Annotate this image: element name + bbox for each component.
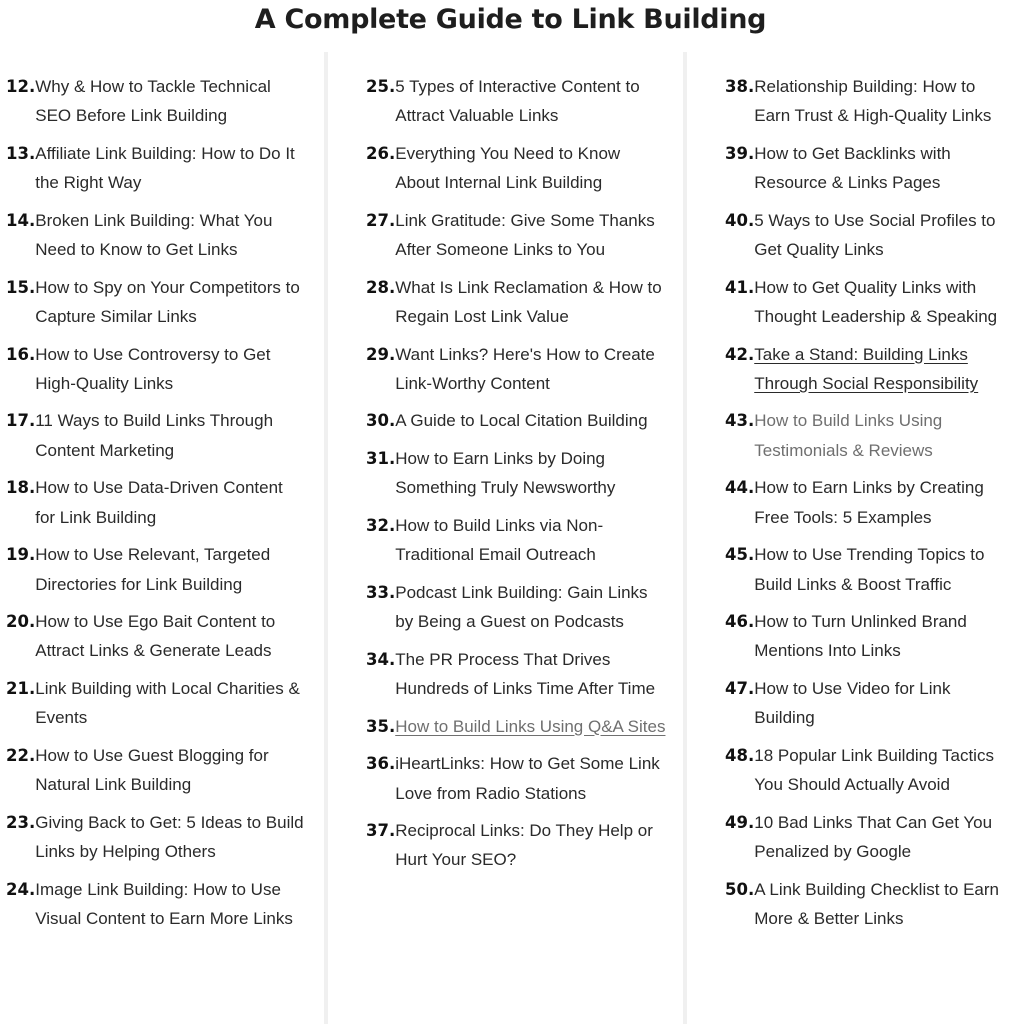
chapter-item[interactable] bbox=[6, 139, 306, 198]
chapter-title-link[interactable]: Link Gratitude: Give Some Thanks After Someone Links to You bbox=[395, 210, 655, 260]
chapter-title-link[interactable]: How to Use Video for Link Building bbox=[754, 679, 951, 728]
chapter-item[interactable] bbox=[366, 139, 666, 198]
chapter-title-link[interactable]: How to Get Quality Links with Thought Leadership & Speaking bbox=[754, 277, 998, 326]
chapter-number: 31. bbox=[366, 449, 396, 469]
chapter-number: 37. bbox=[366, 821, 396, 841]
chapter-number: 40. bbox=[725, 210, 755, 230]
chapter-column-3 bbox=[725, 72, 1015, 1024]
chapter-number: 50. bbox=[725, 879, 755, 899]
column-divider bbox=[324, 52, 328, 1024]
chapter-title-link[interactable]: 11 Ways to Build Links Through Content Marketing bbox=[35, 411, 274, 460]
chapter-number: 34. bbox=[366, 649, 396, 669]
chapter-title-link[interactable]: A Link Building Checklist to Earn More & Better Links bbox=[754, 879, 999, 928]
chapter-item[interactable] bbox=[366, 712, 666, 741]
chapter-number: 44. bbox=[725, 478, 755, 498]
chapter-title-link[interactable]: How to Build Links Using Testimonials & Reviews bbox=[754, 411, 943, 460]
chapter-number: 33. bbox=[366, 582, 396, 602]
chapter-item[interactable] bbox=[725, 139, 1015, 198]
chapter-item[interactable] bbox=[366, 206, 666, 265]
chapter-title-link[interactable]: How to Spy on Your Competitors to Capture Similar Links bbox=[35, 277, 300, 326]
chapter-title-link[interactable]: Why & How to Tackle Technical SEO Before Link Building bbox=[35, 77, 271, 126]
chapter-item[interactable] bbox=[6, 875, 306, 934]
chapter-number: 15. bbox=[6, 277, 36, 297]
chapter-title-link[interactable]: 18 Popular Link Building Tactics You Should Actually Avoid bbox=[754, 745, 994, 795]
column-divider bbox=[683, 52, 687, 1024]
chapter-title-link[interactable]: Link Building with Local Charities & Events bbox=[35, 679, 300, 728]
chapter-number: 13. bbox=[6, 143, 36, 163]
chapter-number: 18. bbox=[6, 478, 36, 498]
chapter-column-1 bbox=[6, 72, 306, 1024]
chapter-number: 48. bbox=[725, 745, 755, 765]
chapter-title-link[interactable]: Reciprocal Links: Do They Help or Hurt Your SEO? bbox=[395, 821, 653, 870]
chapter-item[interactable] bbox=[725, 406, 1015, 465]
chapter-number: 12. bbox=[6, 77, 36, 96]
chapter-item[interactable] bbox=[725, 72, 1015, 131]
chapter-item[interactable] bbox=[6, 473, 306, 532]
chapter-title-link[interactable]: A Guide to Local Citation Building bbox=[395, 411, 648, 431]
chapter-title-link[interactable]: Want Links? Here's How to Create Link-Worthy Content bbox=[395, 344, 655, 393]
chapter-item[interactable] bbox=[366, 511, 666, 570]
chapter-item[interactable] bbox=[725, 607, 1015, 666]
chapter-title-link[interactable]: How to Build Links via Non-Traditional Email Outreach bbox=[395, 515, 604, 565]
chapter-item[interactable] bbox=[366, 273, 666, 332]
chapter-number: 36. bbox=[366, 754, 396, 774]
chapter-number: 26. bbox=[366, 143, 396, 163]
chapter-number: 27. bbox=[366, 210, 396, 230]
chapter-title-link[interactable]: Everything You Need to Know About Internal Link Building bbox=[395, 143, 621, 193]
chapter-item[interactable] bbox=[725, 808, 1015, 867]
chapter-title-link[interactable]: Affiliate Link Building: How to Do It the Right Way bbox=[35, 143, 295, 193]
chapter-number: 39. bbox=[725, 143, 755, 163]
chapter-number: 41. bbox=[725, 277, 755, 297]
chapter-title-link[interactable]: Relationship Building: How to Earn Trust & High-Quality Links bbox=[754, 77, 992, 126]
chapter-number: 43. bbox=[725, 411, 755, 431]
chapter-title-link[interactable]: How to Turn Unlinked Brand Mentions Into Links bbox=[754, 612, 967, 661]
chapter-number: 42. bbox=[725, 344, 755, 364]
chapter-title-link[interactable]: iHeartLinks: How to Get Some Link Love from Radio Stations bbox=[395, 754, 660, 803]
chapter-title-link[interactable]: How to Use Ego Bait Content to Attract Links & Generate Leads bbox=[35, 612, 276, 661]
chapter-number: 32. bbox=[366, 515, 396, 535]
chapter-item[interactable] bbox=[6, 206, 306, 265]
chapter-title-link[interactable]: How to Use Controversy to Get High-Quality Links bbox=[35, 344, 271, 393]
chapter-item[interactable] bbox=[6, 72, 306, 131]
chapter-title-link[interactable]: How to Build Links Using Q&A Sites bbox=[395, 716, 666, 736]
chapter-item[interactable] bbox=[6, 808, 306, 867]
chapter-title-link[interactable]: How to Get Backlinks with Resource & Links Pages bbox=[754, 143, 951, 193]
chapter-item[interactable] bbox=[6, 273, 306, 332]
chapter-title-link[interactable]: How to Use Relevant, Targeted Directories for Link Building bbox=[35, 545, 271, 594]
chapter-title-link[interactable]: 10 Bad Links That Can Get You Penalized by Google bbox=[754, 812, 993, 862]
chapter-number: 30. bbox=[366, 411, 396, 431]
chapter-number: 46. bbox=[725, 612, 755, 632]
chapter-title-link[interactable]: Take a Stand: Building Links Through Social Responsibility bbox=[754, 344, 979, 393]
chapter-item[interactable] bbox=[725, 741, 1015, 800]
chapter-number: 49. bbox=[725, 812, 755, 832]
page-title: A Complete Guide to Link Building bbox=[254, 4, 767, 35]
chapter-item[interactable] bbox=[6, 406, 306, 465]
chapter-number: 14. bbox=[6, 210, 36, 230]
chapter-title-link[interactable]: Giving Back to Get: 5 Ideas to Build Links by Helping Others bbox=[35, 812, 304, 862]
chapter-item[interactable] bbox=[725, 473, 1015, 532]
chapter-item[interactable] bbox=[725, 206, 1015, 265]
chapter-item[interactable] bbox=[725, 674, 1015, 733]
chapter-item[interactable] bbox=[366, 816, 666, 875]
chapter-item[interactable] bbox=[6, 674, 306, 733]
chapter-item[interactable] bbox=[6, 607, 306, 666]
chapter-number: 28. bbox=[366, 277, 396, 297]
chapter-number: 25. bbox=[366, 77, 396, 96]
chapter-number: 20. bbox=[6, 612, 36, 632]
chapter-item[interactable] bbox=[366, 444, 666, 503]
chapter-item[interactable] bbox=[366, 340, 666, 399]
chapter-number: 35. bbox=[366, 716, 396, 736]
chapter-title-link[interactable]: Image Link Building: How to Use Visual Content to Earn More Links bbox=[35, 879, 293, 928]
chapter-title-link[interactable]: How to Use Trending Topics to Build Links & Boost Traffic bbox=[754, 545, 985, 594]
chapter-item[interactable] bbox=[6, 741, 306, 800]
chapter-title-link[interactable]: How to Use Guest Blogging for Natural Link Building bbox=[35, 745, 269, 795]
chapter-item[interactable] bbox=[725, 340, 1015, 399]
chapter-number: 16. bbox=[6, 344, 36, 364]
chapter-title-link[interactable]: 5 Ways to Use Social Profiles to Get Quality Links bbox=[754, 210, 996, 260]
chapter-number: 23. bbox=[6, 812, 36, 832]
chapter-number: 22. bbox=[6, 745, 36, 765]
chapter-item[interactable] bbox=[725, 540, 1015, 599]
chapter-number: 38. bbox=[725, 77, 755, 96]
chapter-title-link[interactable]: How to Use Data-Driven Content for Link Building bbox=[35, 478, 283, 527]
chapter-item[interactable] bbox=[725, 875, 1015, 934]
chapter-title-link[interactable]: Podcast Link Building: Gain Links by Being a Guest on Podcasts bbox=[395, 582, 648, 632]
chapter-item[interactable] bbox=[366, 645, 666, 704]
chapter-item[interactable] bbox=[366, 578, 666, 637]
chapter-item[interactable] bbox=[6, 340, 306, 399]
chapter-number: 29. bbox=[366, 344, 396, 364]
chapter-column-2 bbox=[366, 72, 666, 1024]
chapter-title-link[interactable]: How to Earn Links by Doing Something Truly Newsworthy bbox=[395, 449, 616, 498]
chapter-number: 19. bbox=[6, 545, 36, 565]
chapter-item[interactable] bbox=[366, 72, 666, 131]
chapter-number: 45. bbox=[725, 545, 755, 565]
chapter-number: 47. bbox=[725, 679, 755, 699]
chapter-item[interactable] bbox=[366, 406, 666, 435]
chapter-title-link[interactable]: Broken Link Building: What You Need to Know to Get Links bbox=[35, 210, 273, 260]
chapter-title-link[interactable]: How to Earn Links by Creating Free Tools: 5 Examples bbox=[754, 478, 984, 527]
chapter-title-link[interactable]: What Is Link Reclamation & How to Regain Lost Link Value bbox=[395, 277, 662, 326]
chapter-number: 17. bbox=[6, 411, 36, 431]
chapter-item[interactable] bbox=[725, 273, 1015, 332]
chapter-item[interactable] bbox=[366, 749, 666, 808]
chapter-number: 21. bbox=[6, 679, 36, 699]
chapter-title-link[interactable]: 5 Types of Interactive Content to Attract Valuable Links bbox=[395, 77, 640, 126]
chapter-number: 24. bbox=[6, 879, 36, 899]
chapter-title-link[interactable]: The PR Process That Drives Hundreds of Links Time After Time bbox=[395, 649, 656, 699]
chapter-item[interactable] bbox=[6, 540, 306, 599]
